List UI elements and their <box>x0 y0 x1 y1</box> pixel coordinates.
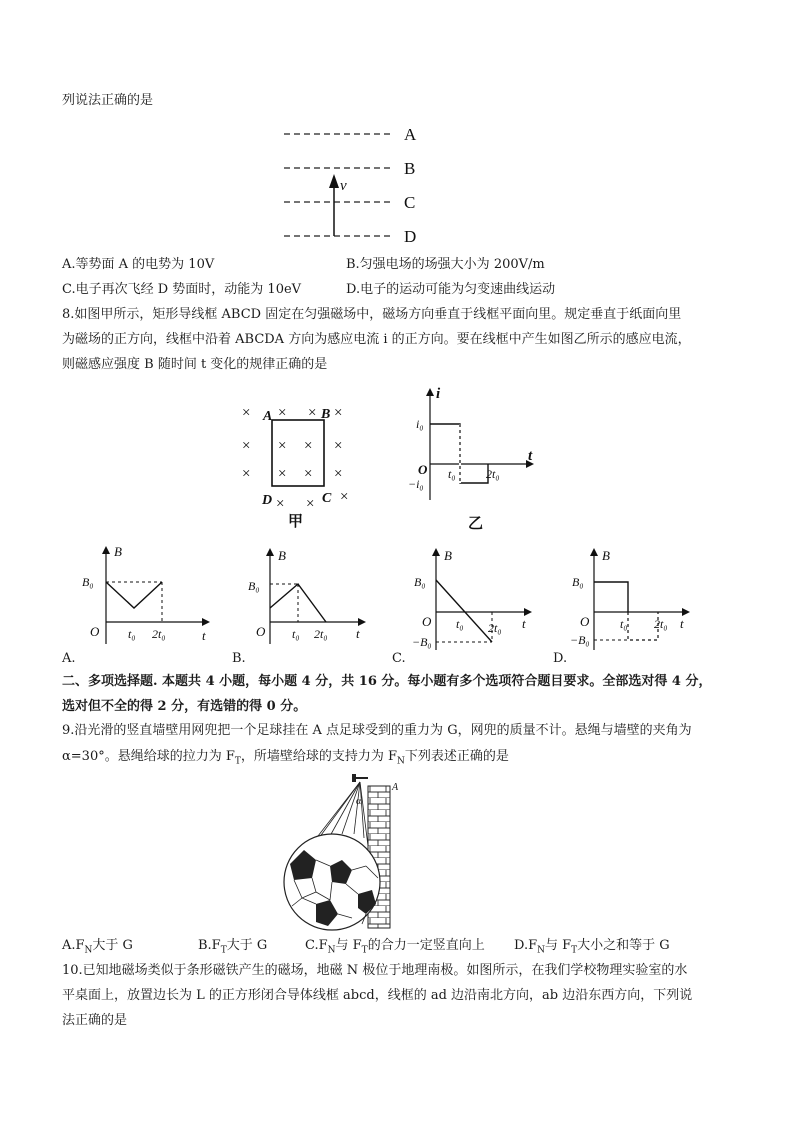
plane-label-c: C <box>404 193 416 212</box>
q8-stem-line3: 则磁感应强度 B 随时间 t 变化的规律正确的是 <box>62 357 328 372</box>
figure-label: O <box>256 624 266 639</box>
figure-label: 2t₀ <box>314 627 328 641</box>
q8-option-graph-b <box>246 540 386 650</box>
figure-label: O <box>580 614 590 629</box>
q9-option-d: $D.F_N$与 $F_T$大小之和等于 G <box>514 938 670 956</box>
figure-label: B <box>278 548 286 563</box>
figure-label: B₀ <box>248 579 260 593</box>
q8-option-label-c: C. <box>392 651 406 666</box>
figure-label: t₀ <box>128 627 136 641</box>
corner-a: A <box>263 409 273 424</box>
yi-y-axis: i <box>436 386 441 402</box>
q7-option-d: D.电子的运动可能为匀变速曲线运动 <box>346 282 556 297</box>
q8-option-label-d: D. <box>553 651 568 666</box>
plane-label-b: B <box>404 159 416 178</box>
figure-label: × <box>304 438 313 454</box>
figure-label: × <box>276 496 285 512</box>
figure-label: × <box>278 466 287 482</box>
figure-label: B₀ <box>82 575 94 589</box>
figure-label: 2t₀ <box>152 627 166 641</box>
figure-label: × <box>242 438 251 454</box>
figure-label: −B₀ <box>570 633 590 647</box>
q9-option-a: $A.F_N$大于 G <box>62 938 133 956</box>
caption-jia: 甲 <box>288 514 304 528</box>
figure-label: B <box>114 544 122 559</box>
figure-label: × <box>340 489 349 505</box>
corner-d: D <box>262 493 273 508</box>
corner-b: B <box>321 407 331 422</box>
q8-stem-line2: 为磁场的正方向，线框中沿着 ABCDA 方向为感应电流 i 的正方向。要在线框中产生如图乙所示的感应电流， <box>62 332 691 347</box>
figure-label: B₀ <box>572 575 584 589</box>
figure-label: t₀ <box>620 617 628 631</box>
figure-label: B <box>444 548 452 563</box>
section2-title-line2: 选对但不全的得 2 分，有选错的得 0 分。 <box>62 699 307 714</box>
plane-label-a: A <box>404 125 417 144</box>
q10-stem-line3: 法正确的是 <box>62 1013 128 1028</box>
figure-label: O <box>90 624 100 639</box>
q9-stem-line1: 9.沿光滑的竖直墙壁用网兜把一个足球挂在 A 点足球受到的重力为 G，网兜的质量不计。悬绳与墙壁的夹角为 <box>62 723 692 738</box>
figure-label: t₀ <box>456 617 464 631</box>
figure-label: t <box>522 616 526 631</box>
q9-option-c: $C.F_N$与 $F_T$的合力一定竖直向上 <box>305 938 485 956</box>
figure-label: −B₀ <box>412 635 432 649</box>
plane-label-d: D <box>404 227 417 246</box>
yi-tick-2t0: 2t₀ <box>486 467 500 481</box>
q8-option-label-b: B. <box>232 651 246 666</box>
section2-title-line1: 二、多项选择题. 本题共 4 小题，每小题 4 分，共 16 分。每小题有多个选项符合题目要求。全部选对得 4 分， <box>62 674 712 689</box>
yi-tick-t0: t₀ <box>448 467 456 481</box>
yi-tick-i0: i₀ <box>416 417 424 431</box>
q10-stem-line2: 平桌面上，放置边长为 L 的正方形闭合导体线框 abcd，线框的 ad 边沿南北方向，ab 边沿东西方向，下列说 <box>62 988 693 1003</box>
q7-option-c: C.电子再次飞经 D 势面时，动能为 10eV <box>62 282 302 297</box>
label-alpha: α <box>356 796 362 807</box>
q8-option-label-a: A. <box>62 651 76 666</box>
yi-tick-neg-i0: −i₀ <box>408 477 424 491</box>
q8-option-graph-d <box>570 540 710 654</box>
figure-label: × <box>242 405 251 421</box>
q9-option-b: $B.F_T$大于 G <box>198 938 268 956</box>
q8-option-graph-a <box>80 540 220 650</box>
figure-label: × <box>334 466 343 482</box>
q8-option-graph-c <box>412 540 552 654</box>
q10-stem-line1: 10.已知地磁场类似于条形磁铁产生的磁场，地磁 N 极位于地理南极。如图所示，在我们学校物理实验室的水 <box>62 963 688 978</box>
q8-figure-yi <box>404 382 544 534</box>
q9-football-figure <box>282 774 412 932</box>
caption-yi: 乙 <box>468 516 484 532</box>
figure-label: × <box>306 496 315 512</box>
figure-label: × <box>304 466 313 482</box>
q7-option-a: A.等势面 A 的电势为 10V <box>62 257 215 272</box>
q8-stem-line1: 8.如图甲所示，矩形导线框 ABCD 固定在匀强磁场中，磁场方向垂直于线框平面向里。规定垂直于纸面向里 <box>62 307 682 322</box>
figure-label: × <box>278 438 287 454</box>
yi-origin: O <box>418 462 428 477</box>
corner-c: C <box>322 491 332 506</box>
figure-label: 2t₀ <box>654 617 668 631</box>
figure-label: × <box>308 405 317 421</box>
figure-label: t <box>356 626 360 641</box>
figure-label: t₀ <box>292 627 300 641</box>
figure-label: t <box>202 628 206 643</box>
q8-figure-jia <box>236 398 366 528</box>
label-a: A <box>392 782 399 793</box>
q7-option-b: B.匀强电场的场强大小为 200V/m <box>346 257 545 272</box>
figure-label: O <box>422 614 432 629</box>
velocity-label: v <box>340 178 347 194</box>
figure-label: × <box>242 466 251 482</box>
figure-label: B <box>602 548 610 563</box>
figure-label: × <box>334 438 343 454</box>
figure-label: B₀ <box>414 575 426 589</box>
q7-intro: 列说法正确的是 <box>62 93 154 108</box>
yi-x-axis: t <box>528 448 533 464</box>
q7-equipotential-figure <box>276 118 436 248</box>
figure-label: × <box>278 405 287 421</box>
figure-label: t <box>680 616 684 631</box>
q9-stem-line2: α=30°。悬绳给球的拉力为 $F_T$，所墙壁给球的支持力为 $F_N$下列表述正确的是 <box>62 749 509 767</box>
figure-label: × <box>334 405 343 421</box>
figure-label: 2t₀ <box>488 621 502 635</box>
